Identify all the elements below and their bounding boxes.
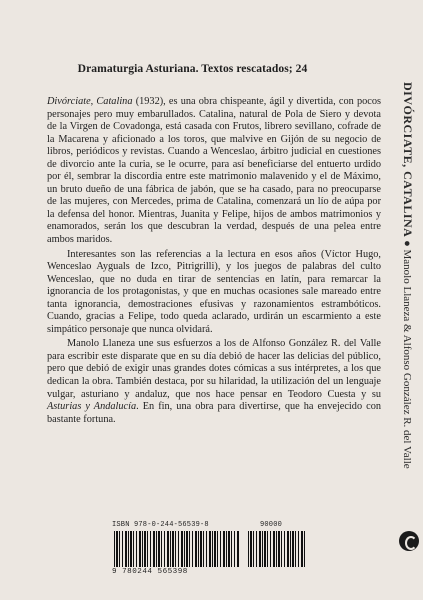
series-title: Dramaturgia Asturiana. Textos rescatados; 24 — [77, 62, 308, 75]
spine-title: DIVÓRCIATE, CATALINA — [401, 82, 415, 238]
barcode-bars — [114, 531, 240, 567]
referenced-work: Asturias y Andalucía — [47, 401, 137, 413]
spine-text: DIVÓRCIATE, CATALINA ● Manolo Llaneza & Alfonso González R. del Valle — [401, 82, 415, 469]
addon-code: 90000 — [260, 521, 283, 529]
isbn-line: ISBN 978-0-244-56539-8 90000 — [112, 521, 283, 529]
barcode-addon-bars — [248, 531, 306, 567]
barcode — [112, 521, 308, 577]
paragraph-2: Interesantes son las referencias a la lectura en esos años (Víctor Hugo, Wenceslao Ayguals de Izco, Pitrigrilli), y los juegos de palabras del culto Wenceslao, que no duda en tirar de sentencias en latín, para remarcar la ignorancia de los protagonistas, y que en muchas ocasiones sale mareado entre tanta ignorancia, demostraciones efusivas y razonamientos estrambóticos. Cuando, gracias a Felipe, todo queda aclarado, urdirán un escarmiento a este simpático personaje que nunca olvidará. — [47, 248, 381, 335]
spine-authors: Manolo Llaneza & Alfonso González R. del Valle — [401, 249, 413, 469]
work-title: Divórciate, Catalina — [47, 96, 133, 107]
paragraph-3: Manolo Llaneza une sus esfuerzos a los de Alfonso González R. del Valle para escribir este disparate que en su día debió de hacer las delicias del público, pero que debió de exigir unas grandes dotes cómicas a sus intérpretes, a los que dedican la obra. También destaca, por su hilaridad, la utilización del un lenguaje vulgar, asturiano y andaluz, que nos hace pensar en Teodoro Cuesta y su Asturias y Andalucía. En fin, una obra para divertirse, que ha envejecido con bastante fortuna. — [47, 338, 381, 425]
paragraph-1: Divórciate, Catalina (1932), es una obra chispeante, ágil y divertida, con pocos personajes pero muy embarullados. Catalina, natural de Pola de Siero y devota de la Virgen de Covadonga, está casada con Frutos, librero sevillano, cofrade de la Macarena y aficionado a los toros, que malvive en Gijón de su negocio de libros, periódicos y revistas. Cuando a Wenceslao, árbitro judicial en cuestiones de divorcio ante la curia, se le ocurre, para así beneficiarse del entuerto urdido por él, sembrar la discordia entre este matrimonio malavenido y el de Máximo, un bruto dueño de una fábrica de jabón, que se ha casado, para no preocuparse de las mujeres, con Mercedes, prima de Catalina, comenzará un lío de aúpa por la defensa del honor. Mientras, Juanita y Felipe, hijos de ambos matrimonios y enamorados, serán los que descubran la verdad, después de una pelea entre ambos maridos. — [47, 96, 381, 246]
ean-digits: 9 780244 565398 — [112, 568, 188, 576]
synopsis-text — [47, 96, 381, 426]
publisher-logo-icon — [399, 531, 419, 551]
